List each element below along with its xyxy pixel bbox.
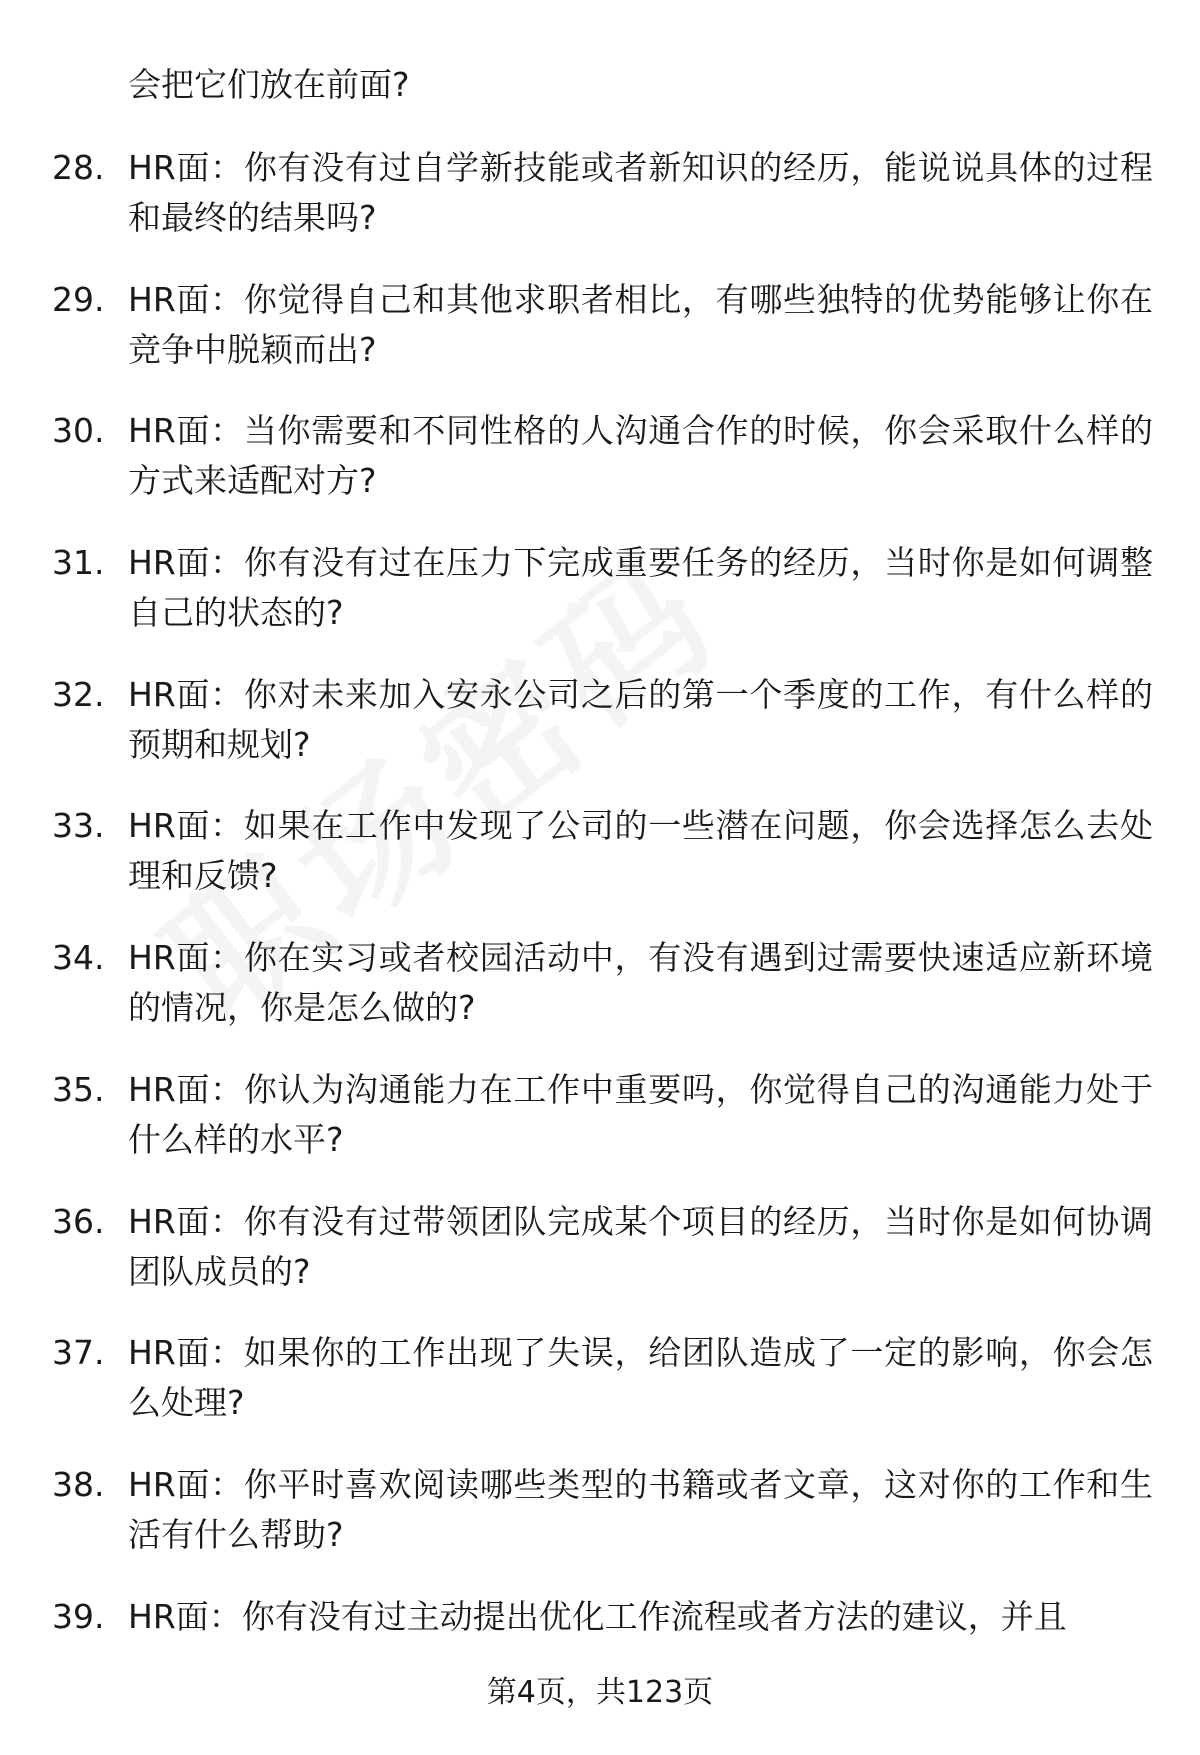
question-item xyxy=(0,933,1200,1065)
question-text: HR面：你平时喜欢阅读哪些类型的书籍或者文章，这对你的工作和生活有什么帮助? xyxy=(128,1464,1153,1554)
question-number: 36. xyxy=(52,1201,105,1241)
question-item xyxy=(0,1065,1200,1197)
page-footer: 第4页，共123页 xyxy=(486,1675,714,1710)
question-number: 34. xyxy=(52,938,105,978)
question-text: HR面：你觉得自己和其他求职者相比，有哪些独特的优势能够让你在竞争中脱颖而出? xyxy=(128,279,1153,369)
question-text: HR面：如果在工作中发现了公司的一些潜在问题，你会选择怎么去处理和反馈? xyxy=(128,806,1153,896)
question-number: 35. xyxy=(52,1069,105,1109)
question-text: HR面：你认为沟通能力在工作中重要吗，你觉得自己的沟通能力处于什么样的水平? xyxy=(128,1069,1153,1159)
question-item xyxy=(0,1460,1200,1592)
question-text: HR面：你有没有过在压力下完成重要任务的经历，当时你是如何调整自己的状态的? xyxy=(128,543,1153,633)
question-item xyxy=(0,538,1200,670)
question-number: 39. xyxy=(52,1596,105,1636)
question-text: HR面：你有没有过带领团队完成某个项目的经历，当时你是如何协调团队成员的? xyxy=(128,1201,1153,1291)
question-number: 30. xyxy=(52,411,105,451)
question-number: 37. xyxy=(52,1333,105,1373)
question-item xyxy=(0,801,1200,933)
question-item xyxy=(0,1328,1200,1460)
question-text: HR面：如果你的工作出现了失误，给团队造成了一定的影响，你会怎么处理? xyxy=(128,1333,1153,1423)
question-item xyxy=(0,1197,1200,1329)
question-number: 32. xyxy=(52,674,105,714)
question-item xyxy=(0,275,1200,407)
question-item xyxy=(0,143,1200,275)
question-text: HR面：当你需要和不同性格的人沟通合作的时候，你会采取什么样的方式来适配对方? xyxy=(128,411,1153,501)
continuation-line: 会把它们放在前面? xyxy=(128,65,410,104)
question-item xyxy=(0,406,1200,538)
question-number: 31. xyxy=(52,543,105,583)
question-text: HR面：你有没有过主动提出优化工作流程或者方法的建议，并且 xyxy=(128,1596,1067,1636)
question-text: HR面：你在实习或者校园活动中，有没有遇到过需要快速适应新环境的情况，你是怎么做的? xyxy=(128,938,1153,1028)
question-number: 29. xyxy=(52,279,105,319)
question-list xyxy=(0,143,1200,1723)
question-number: 33. xyxy=(52,806,105,846)
question-number: 28. xyxy=(52,148,105,187)
question-item xyxy=(0,670,1200,802)
question-number: 38. xyxy=(52,1464,105,1504)
question-text: HR面：你对未来加入安永公司之后的第一个季度的工作，有什么样的预期和规划? xyxy=(128,674,1153,764)
question-text: HR面：你有没有过自学新技能或者新知识的经历，能说说具体的过程和最终的结果吗? xyxy=(128,148,1153,237)
